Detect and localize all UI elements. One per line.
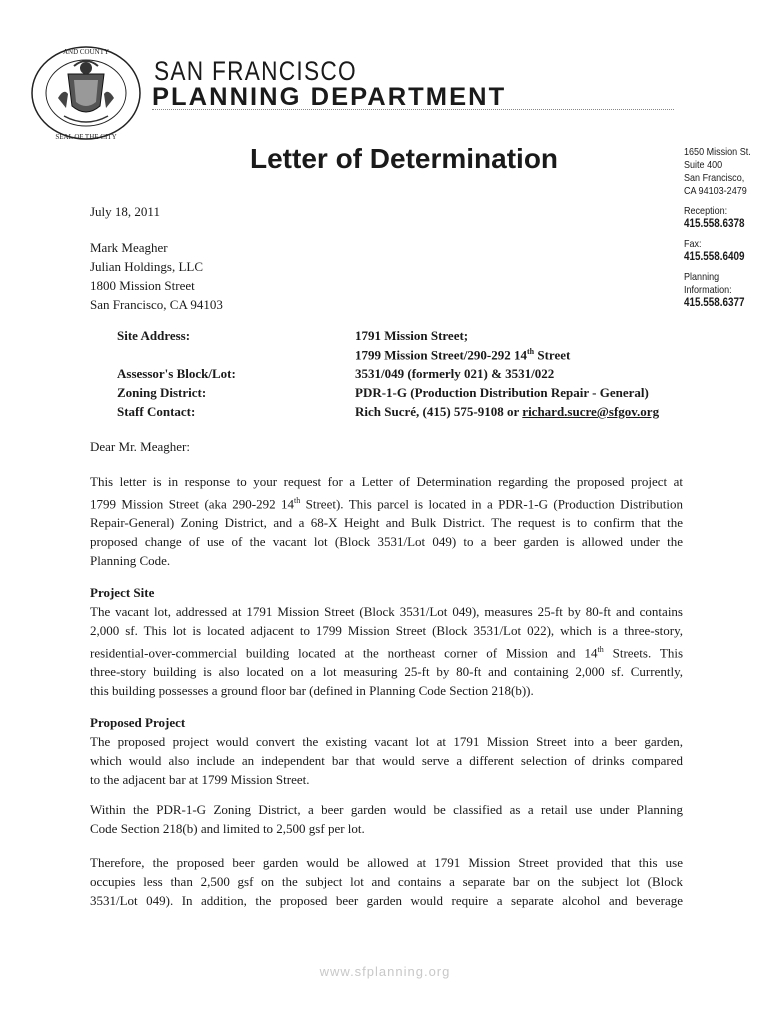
block-lot-value: 3531/049 (formerly 021) & 3531/022	[355, 366, 555, 381]
zoning-district-label: Zoning District:	[117, 385, 207, 400]
site-address-value-1: 1791 Mission Street;	[355, 328, 469, 343]
paragraph-conclusion: Therefore, the proposed beer garden would be allowed at 1791 Mission Street provided that this use occupies less than 2,500 gsf on the subject lot and contains a separate bar on the subject lot (Block 3531/Lot 049). In addition, the proposed beer garden would require a separate alcohol and beverage	[90, 855, 683, 908]
contact-sidebar	[684, 146, 758, 317]
paragraph-zoning: Within the PDR-1-G Zoning District, a beer garden would be classified as a retail use under Planning Code Section 218(b) and limited to 2,500 gsf per lot.	[90, 802, 683, 836]
paragraph-project-site: The vacant lot, addressed at 1791 Mission Street (Block 3531/Lot 049), measures 25-ft by 80-ft and contains 2,000 sf. This lot is located adjacent to 1799 Mission Street (Block 3531/Lot 022), which is a three-story, residential-over-commercial building located at the northeast corner of Mission and 14th Streets. This three-story building is also located on a lot measuring 25-ft by 80-ft and containing 2,000 sf. Currently, this building possesses a ground floor bar (defined in Planning Code Section 218(b)).	[90, 604, 684, 699]
section-heading-project-site: Project Site	[90, 585, 155, 600]
zoning-district-value: PDR-1-G (Production Distribution Repair - General)	[355, 385, 649, 400]
header-divider	[152, 109, 674, 110]
staff-email-link[interactable]: richard.sucre@sfgov.org	[522, 404, 660, 419]
reception-contact: Reception: 415.558.6378	[684, 205, 745, 230]
city-seal-logo	[28, 44, 144, 142]
staff-contact-label: Staff Contact:	[117, 404, 196, 419]
staff-contact-value: Rich Sucré, (415) 575-9108 or richard.sucre@sfgov.org	[355, 404, 660, 419]
recipient-address: Mark Meagher Julian Holdings, LLC 1800 Mission Street San Francisco, CA 94103	[90, 240, 223, 312]
site-address-value-2: 1799 Mission Street/290-292 14th Street	[355, 347, 571, 363]
paragraph-request: This letter is in response to your request for a Letter of Determination regarding the proposed project at 1799 Mission Street (aka 290-292 14th Street). This parcel is located in a PDR-1-G (Production Distribution Repair-General) Zoning District, and a 68-X Height and Bulk District. The request is to confirm that the proposed change of use of the vacant lot (Block 3531/Lot 049) to a beer garden is allowed under the Planning Code.	[90, 474, 684, 569]
svg-text:SEAL OF THE CITY: SEAL OF THE CITY	[55, 133, 117, 141]
org-name-line1: SAN FRANCISCO	[154, 56, 357, 86]
document-title: Letter of Determination	[250, 143, 559, 174]
footer-website: www.sfplanning.org	[319, 964, 451, 979]
section-heading-proposed-project: Proposed Project	[90, 715, 186, 730]
paragraph-proposed-project: The proposed project would convert the existing vacant lot at 1791 Mission Street into a beer garden, which would also include an independent bar that would serve a different selection of drinks compared to the adjacent bar at 1799 Mission Street.	[90, 734, 683, 787]
planning-info-contact: Planning Information: 415.558.6377	[684, 271, 745, 309]
letter-date: July 18, 2011	[90, 204, 160, 219]
office-address: 1650 Mission St. Suite 400 San Francisco, CA 94103-2479	[684, 146, 751, 197]
block-lot-label: Assessor's Block/Lot:	[117, 366, 236, 381]
salutation: Dear Mr. Meagher:	[90, 439, 190, 454]
svg-text:AND COUNTY: AND COUNTY	[62, 48, 110, 56]
org-name-line2: PLANNING DEPARTMENT	[152, 83, 507, 111]
fax-contact: Fax: 415.558.6409	[684, 238, 745, 263]
site-address-label: Site Address:	[117, 328, 191, 343]
